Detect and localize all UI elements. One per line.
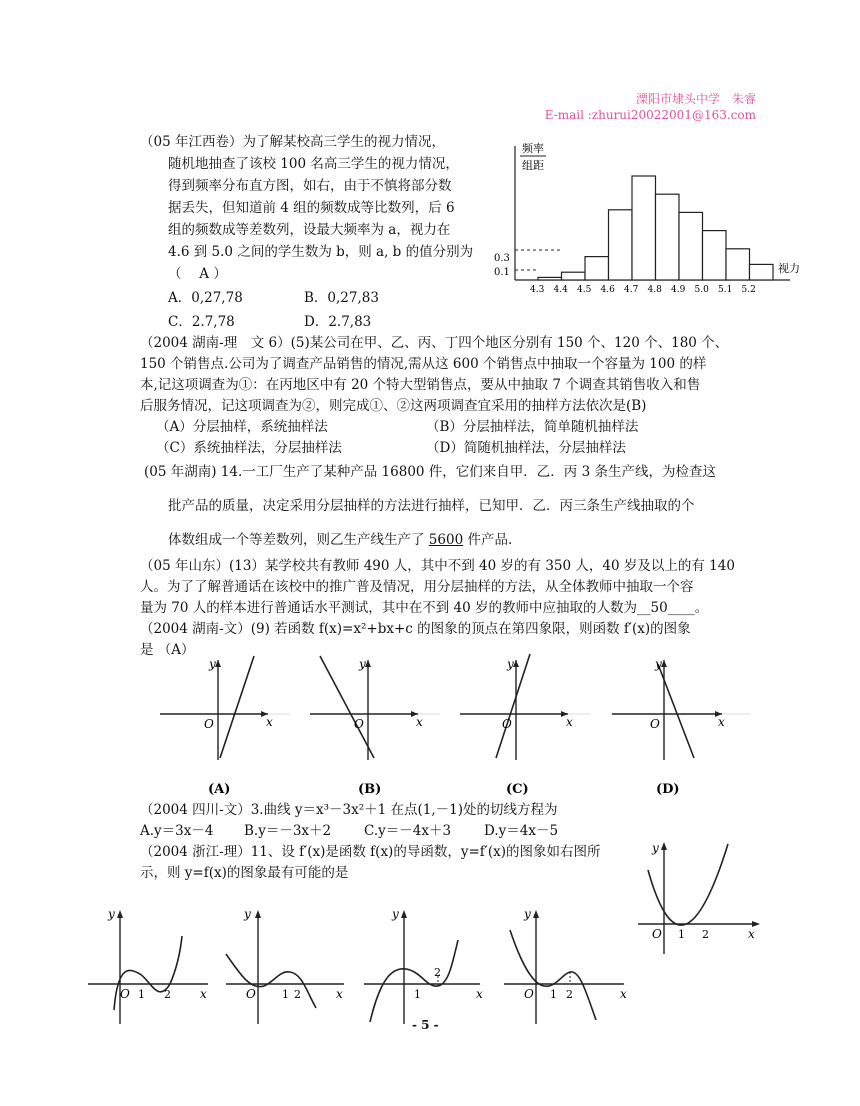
xtick-4.3: 4.3 [530, 285, 545, 295]
graph-c-x-label: x [566, 715, 573, 729]
header-school: 溧阳市埭头中学 朱睿 [635, 92, 756, 106]
chart-ylabel-top: 频率 [522, 142, 544, 155]
q7-graph-1 [88, 907, 208, 1024]
x-ticks-group [530, 285, 756, 295]
q4-answer: __50____ [637, 600, 695, 616]
xtick-4.9: 4.9 [671, 285, 686, 295]
graph-c-caption: (C) [506, 782, 529, 797]
q7-ref-y-label: y [652, 841, 659, 855]
q7-g1-y: y [108, 907, 115, 921]
graph-b [310, 656, 423, 797]
graph-b-line [320, 656, 374, 758]
graph-c-origin: O [502, 717, 512, 731]
q7-ref-tick-2: 2 [702, 928, 709, 941]
graph-a-origin: O [204, 717, 214, 731]
q2-option-d: （D）简随机抽样法，分层抽样法 [426, 440, 626, 456]
q3-answer: 5600 [428, 532, 464, 548]
xtick-4.6: 4.6 [600, 285, 615, 295]
graph-d-caption: (D) [656, 782, 680, 797]
graph-d-x-label: x [718, 715, 725, 729]
q7-derivative-graph [630, 832, 770, 962]
graph-a-line [220, 656, 254, 758]
q7-g4-x: x [620, 987, 627, 1001]
q3-line-3-text-b: 件产品. [463, 532, 513, 548]
xtick-4.4: 4.4 [553, 285, 568, 295]
q7-ref-x-label: x [748, 927, 755, 941]
graph-a-caption: (A) [208, 782, 231, 797]
xtick-5.1: 5.1 [718, 285, 733, 295]
q4-line-3-text-a: 量为 70 人的样本进行普通话水平测试，其中在不到 40 岁的教师中应抽取的人数为 [140, 600, 638, 616]
graph-a [160, 656, 273, 797]
q7-g3-t1: 1 [414, 988, 421, 1001]
q7-graph-3 [364, 907, 483, 1024]
q7-ref-origin: O [652, 927, 662, 941]
q7-g1-t1: 1 [138, 988, 145, 1001]
q6-line-1: （2004 四川-文）3.曲线 y＝x³－3x²＋1 在点(1,－1)处的切线方程为 [140, 802, 558, 818]
xtick-4.8: 4.8 [647, 285, 662, 295]
graph-d-origin: O [650, 717, 660, 731]
graph-c-y-label: y [507, 657, 514, 671]
q7-graph-2-curve [226, 954, 316, 1008]
bar-5.1 [726, 249, 750, 280]
q3-line-1: (05 年湖南) 14.一工厂生产了某种产品 16800 件，它们来自甲．乙．丙 3 条生产线，为检查这 [144, 464, 716, 480]
graph-d [612, 657, 725, 797]
bar-4.4 [562, 272, 586, 280]
q3-line-2: 批产品的质量，决定采用分层抽样的方法进行抽样，已知甲．乙．丙三条生产线抽取的个 [168, 498, 695, 514]
q7-g4-t1: 1 [550, 988, 557, 1001]
q1-option-c: C．2.7,78 [168, 314, 235, 330]
q7-graph-4-curve [510, 930, 596, 1020]
graph-b-x-label: x [416, 715, 423, 729]
q7-g2-t1: 1 [282, 988, 289, 1001]
histogram-chart [490, 138, 810, 300]
graph-a-y-label: y [209, 657, 216, 671]
q1-option-d: D．2.7,83 [304, 314, 372, 330]
graph-b-origin: O [354, 717, 364, 731]
bar-4.3 [538, 277, 562, 280]
q5-line-1: （2004 湖南-文）(9) 若函数 f(x)=x²+bx+c 的图象的顶点在第四象限，则函数 f′(x)的图象 [140, 621, 691, 637]
q7-g4-o: O [524, 987, 534, 1001]
q7-graph-4 [504, 907, 627, 1024]
q7-line-1: （2004 浙江-理）11、设 f′(x)是函数 f(x)的导函数，y=f′(x)的图象如右图所 [140, 844, 601, 860]
q2-option-c: （C）系统抽样法，分层抽样法 [156, 440, 342, 456]
q5-line-2: 是 （A） [140, 642, 195, 658]
chart-ylabel-bottom: 组距 [522, 159, 544, 172]
q7-g4-y: y [524, 907, 531, 921]
q1-line-3: 得到频率分布直方图，如右，由于不慎将部分数 [168, 178, 452, 194]
q6-option-a: A.y＝3x－4 [140, 823, 214, 839]
q4-line-3-text-b: 。 [694, 600, 709, 616]
q6-option-b: B.y＝－3x＋2 [244, 823, 332, 839]
q2-option-a: （A）分层抽样，系统抽样法 [156, 419, 328, 435]
q2-option-b: （B）分层抽样法，简单随机抽样法 [426, 419, 639, 435]
graph-c [460, 654, 573, 797]
q7-g3-x: x [476, 987, 483, 1001]
q7-derivative-curve [648, 844, 728, 925]
xtick-4.7: 4.7 [624, 285, 639, 295]
ytick-0.3: 0.3 [494, 253, 510, 264]
q7-g2-o: O [246, 987, 256, 1001]
graph-d-y-label: y [655, 657, 662, 671]
q2-line-1: （2004 湖南-理 文 6）(5)某公司在甲、乙、丙、丁四个地区分别有 150 个、120 个、180 个、 [140, 335, 729, 351]
chart-xlabel: 视力 [778, 262, 800, 275]
bar-4.5 [585, 257, 609, 280]
bar-5.0 [703, 231, 727, 280]
xtick-5.0: 5.0 [694, 285, 709, 295]
q3-line-3-text-a: 体数组成一个等差数列，则乙生产线生产了 [168, 532, 429, 548]
q7-g3-t2: 2 [434, 966, 441, 979]
q7-g1-o: O [120, 987, 130, 1001]
q7-graph-3-curve [370, 940, 458, 1022]
ytick-0.1: 0.1 [494, 267, 510, 278]
graph-b-y-label: y [359, 657, 366, 671]
q6-option-c: C.y＝－4x＋3 [364, 823, 452, 839]
q4-line-3 [140, 598, 708, 619]
q1-option-b: B．0,27,83 [304, 290, 379, 306]
q6-option-d: D.y＝4x－5 [484, 823, 559, 839]
q1-option-a: A．0,27,78 [168, 290, 243, 306]
bar-4.6 [609, 210, 633, 280]
q1-line-5: 组的频数成等差数列，设最大频率为 a，视力在 [168, 222, 451, 238]
header-email: E-mail :zhurui20022001@163.com [544, 108, 756, 122]
q7-g2-x: x [336, 987, 343, 1001]
q7-graph-2 [226, 907, 344, 1024]
q5-graphs [150, 650, 760, 800]
q2-line-3: 本,记这项调查为①：在丙地区中有 20 个特大型销售点，要从中抽取 7 个调查其销售收入和售 [140, 377, 701, 393]
q7-g2-y: y [244, 907, 251, 921]
xtick-5.2: 5.2 [741, 285, 756, 295]
q7-option-graphs [80, 900, 640, 1030]
xtick-4.5: 4.5 [577, 285, 592, 295]
graph-b-caption: (B) [358, 782, 382, 797]
q7-g1-t2: 2 [164, 988, 171, 1001]
q7-ref-tick-1: 1 [678, 928, 685, 941]
bar-4.9 [679, 212, 703, 280]
graph-a-x-label: x [266, 715, 273, 729]
q7-g1-x: x [200, 987, 207, 1001]
q4-line-1: （05 年山东）(13）某学校共有教师 490 人，其中不到 40 岁的有 350 人，40 岁及以上的有 140 [140, 558, 735, 574]
bar-5.2 [750, 264, 774, 280]
bars-group [538, 176, 773, 280]
bar-4.7 [632, 176, 656, 280]
q1-line-1: （05 年江西卷）为了解某校高三学生的视力情况， [140, 134, 445, 150]
q7-g2-t2: 2 [294, 988, 301, 1001]
q7-g3-y: y [392, 907, 399, 921]
q4-line-2: 人。为了了解普通话在该校中的推广普及情况，用分层抽样的方法，从全体教师中抽取一个容 [140, 579, 694, 595]
q7-line-2: 示，则 y=f(x)的图象最有可能的是 [140, 865, 349, 881]
q1-line-2: 随机地抽查了该校 100 名高三学生的视力情况， [168, 156, 459, 172]
bar-4.8 [656, 194, 680, 280]
q3-line-3 [168, 530, 512, 551]
q1-line-4: 据丢失，但知道前 4 组的频数成等比数列，后 6 [168, 200, 455, 216]
q1-line-6: 4.6 到 5.0 之间的学生数为 b，则 a, b 的值分别为 [168, 244, 474, 260]
q1-answer: （ A ） [168, 266, 227, 282]
q7-g4-t2: 2 [566, 988, 573, 1001]
q2-line-4: 后服务情况，记这项调查为②，则完成①、②这两项调查宜采用的抽样方法依次是(B) [140, 398, 647, 414]
q2-line-2: 150 个销售点.公司为了调查产品销售的情况,需从这 600 个销售点中抽取一个容量为 100 的样 [140, 356, 707, 372]
page-number: - 5 - [412, 1018, 439, 1032]
